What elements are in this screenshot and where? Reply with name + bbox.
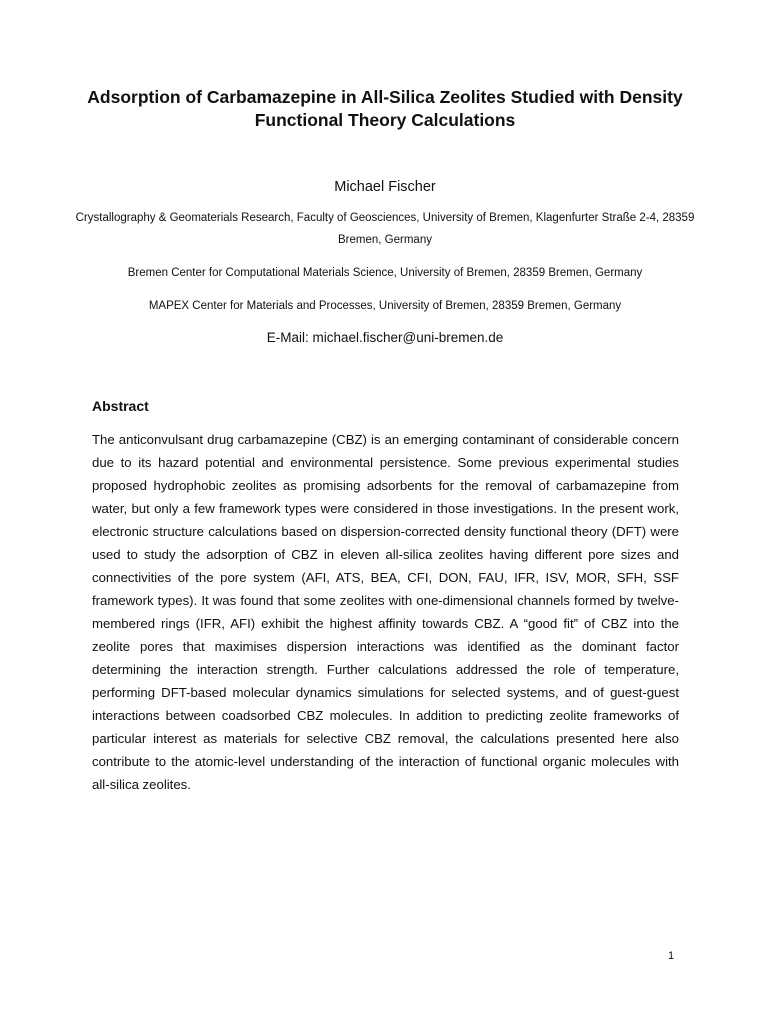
affiliation-mapex: MAPEX Center for Materials and Processes, University of Bremen, 28359 Bremen, Germany <box>148 300 622 312</box>
author-email: E-Mail: michael.fischer@uni-bremen.de <box>266 330 504 345</box>
paper-title: Adsorption of Carbamazepine in All-Silica Zeolites Studied with Density Functional Theory Calculations <box>87 87 683 130</box>
abstract-text: The anticonvulsant drug carbamazepine (CBZ) is an emerging contaminant of considerable concern due to its hazard potential and environmental persistence. Some previous experimental studies proposed hydrophobic zeolites as promising adsorbents for the removal of carbamazepine from water, but only a few framework types were considered in those investigations. In the present work, electronic structure calculations based on dispersion-corrected density functional theory (DFT) were used to study the adsorption of CBZ in eleven all-silica zeolites having different pore sizes and connectivities of the pore system (AFI, ATS, BEA, CFI, DON, FAU, IFR, ISV, MOR, SFH, SSF framework types). It was found that some zeolites with one-dimensional channels formed by twelve-membered rings (IFR, AFI) exhibit the highest affinity towards CBZ. A “good fit” of CBZ into the zeolite pores that maximises dispersion interactions was identified as the dominant factor determining the interaction strength. Further calculations addressed the role of temperature, performing DFT-based molecular dynamics simulations for selected systems, and of guest-guest interactions between coadsorbed CBZ molecules. In addition to predicting zeolite frameworks of particular interest as materials for selective CBZ removal, the calculations presented here also contribute to the atomic-level understanding of the interaction of functional organic molecules with all-silica zeolites. <box>92 432 679 792</box>
author-name: Michael Fischer <box>334 179 436 195</box>
abstract-heading: Abstract <box>92 398 149 414</box>
affiliation-computational-materials: Bremen Center for Computational Materials Science, University of Bremen, 28359 Bremen, Germany <box>127 267 643 279</box>
page-number: 1 <box>668 950 675 962</box>
affiliation-geosciences: Crystallography & Geomaterials Research, Faculty of Geosciences, University of Bremen, Klagenfurter Straße 2-4, 28359 Bremen, Germany <box>75 212 695 246</box>
